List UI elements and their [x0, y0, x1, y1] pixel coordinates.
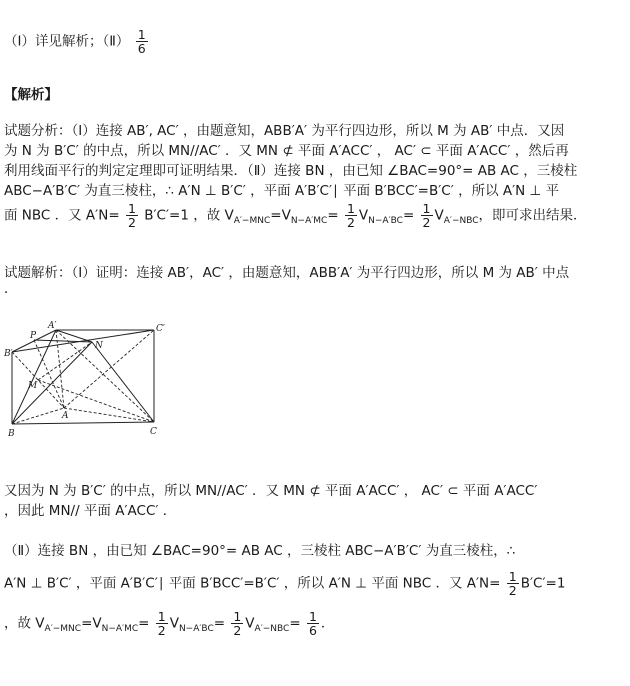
answer-line	[4, 28, 150, 55]
frac-num: 1	[508, 569, 517, 584]
frac-den: 2	[233, 623, 242, 638]
solution-4h: ．	[320, 615, 335, 632]
solution-4d: V	[169, 615, 179, 632]
sub: N−A′MC	[290, 216, 328, 227]
analysis-5d: =	[327, 207, 339, 224]
answer-fraction	[136, 28, 148, 55]
solution-3b: B′C′=1	[520, 575, 566, 592]
label-a: A	[62, 411, 69, 421]
solution-4g: =	[289, 615, 301, 632]
sub: A′−MNC	[233, 216, 271, 227]
solution-frac-3	[307, 610, 319, 637]
frac-den: 2	[127, 215, 136, 230]
solution-4e: =	[213, 615, 226, 632]
label-p: P	[30, 331, 37, 341]
seg-n-c	[92, 342, 154, 422]
answer-text: （Ⅰ）详见解析；（Ⅱ）	[4, 33, 130, 50]
seg-b-a1	[12, 330, 56, 424]
edge-b-c	[12, 422, 154, 424]
solution-para-4	[4, 610, 334, 638]
analysis-line-4: ABC−A′B′C′ 为直三棱柱，∴ A′N ⊥ B′C′ ，平面 A′B′C′∣ 平面 B′BCC′=B′C′ ，所以 A′N ⊥ 平	[4, 183, 560, 199]
analysis-5c: =V	[270, 207, 291, 224]
sub: N−A′BC	[368, 216, 403, 227]
prism-figure	[4, 318, 174, 443]
analysis-5e: V	[358, 207, 369, 224]
solution-frac-1	[156, 610, 168, 637]
analysis-line-5	[4, 202, 587, 230]
analysis-5g: V	[434, 207, 444, 224]
label-b-prime: B′	[4, 349, 13, 359]
seg-a1-n	[56, 330, 92, 342]
seg-m-n	[38, 342, 92, 380]
frac-den: 2	[346, 215, 355, 230]
answer-frac-num: 1	[137, 27, 146, 42]
solution-para-1: 又因为 N 为 B′C′ 的中点，所以 MN//AC′ ．又 MN ⊄ 平面 A′ACC′ ， AC′ ⊂ 平面 A′ACC′	[4, 483, 538, 499]
seg-m-c	[38, 380, 154, 422]
frac-num: 1	[233, 609, 242, 624]
label-a-prime: A′	[48, 321, 57, 331]
solution-4b: =V	[81, 615, 102, 632]
solution-4f: V	[245, 615, 255, 632]
edge-a1-a	[56, 330, 64, 408]
sub: A′−NBC	[443, 216, 479, 227]
label-c: C	[150, 427, 157, 437]
frac-num: 1	[422, 201, 431, 216]
solution-para-2: （Ⅱ）连接 BN ，由已知 ∠BAC=90°= AB AC ，三棱柱 ABC−A′B′C′ 为直三棱柱，∴	[4, 543, 516, 559]
sub: N−A′BC	[178, 624, 214, 635]
frac-den: 2	[422, 215, 431, 230]
label-n: N	[95, 341, 103, 351]
section-title: 【解析】	[4, 87, 58, 103]
seg-a1-c	[56, 330, 154, 422]
frac-num: 1	[127, 201, 136, 216]
frac-den: 2	[508, 583, 517, 598]
sub: A′−MNC	[44, 624, 82, 635]
label-m: M	[28, 381, 38, 391]
analysis-frac-3	[421, 202, 433, 229]
frac-den: 6	[308, 623, 317, 638]
seg-p-a	[34, 340, 64, 408]
analysis-line-1: 试题分析：（Ⅰ）连接 AB′, AC′ ，由题意知，ABB′A′ 为平行四边形，所以 M 为 AB′ 中点．又因	[4, 123, 565, 139]
frac-num: 1	[346, 201, 355, 216]
sub: N−A′MC	[101, 624, 139, 635]
solution-4a: ，故 V	[4, 615, 45, 632]
analysis-5f: =	[402, 207, 415, 224]
solution-line-1-dot: ．	[4, 281, 18, 297]
analysis-frac-2	[345, 202, 357, 229]
solution-4c: =	[138, 615, 150, 632]
label-b: B	[8, 429, 15, 439]
solution-frac-half	[507, 570, 519, 597]
analysis-5h: ，即可求出结果．	[478, 207, 587, 224]
analysis-line-2: 为 N 为 B′C′ 的中点，所以 MN//AC′ ．又 MN ⊄ 平面 A′ACC′ ， AC′ ⊂ 平面 A′ACC′ ，然后再	[4, 143, 569, 159]
solution-para-1b: ，因此 MN// 平面 A′ACC′ ．	[4, 503, 177, 519]
label-c-prime: C′	[156, 324, 165, 334]
analysis-frac-half	[126, 202, 138, 229]
solution-frac-2	[231, 610, 243, 637]
solution-para-3	[4, 570, 565, 597]
answer-frac-den: 6	[137, 41, 146, 56]
frac-num: 1	[157, 609, 166, 624]
edge-a-c	[64, 408, 154, 422]
analysis-line-3: 利用线面平行的判定定理即可证明结果．（Ⅱ）连接 BN ，由已知 ∠BAC=90°= AB AC ，三棱柱	[4, 163, 578, 179]
solution-3a: A′N ⊥ B′C′ ，平面 A′B′C′∣ 平面 B′BCC′=B′C′ ，所以 A′N ⊥ 平面 NBC ．又 A′N=	[4, 575, 501, 592]
frac-num: 1	[308, 609, 317, 624]
sub: A′−NBC	[254, 624, 290, 635]
frac-den: 2	[157, 623, 166, 638]
analysis-5b: B′C′=1 ，故 V	[144, 207, 234, 224]
solution-line-1: 试题解析：（Ⅰ）证明：连接 AB′，AC′ ，由题意知，ABB′A′ 为平行四边形，所以 M 为 AB′ 中点	[4, 265, 570, 281]
analysis-5a: 面 NBC ．又 A′N=	[4, 207, 120, 224]
